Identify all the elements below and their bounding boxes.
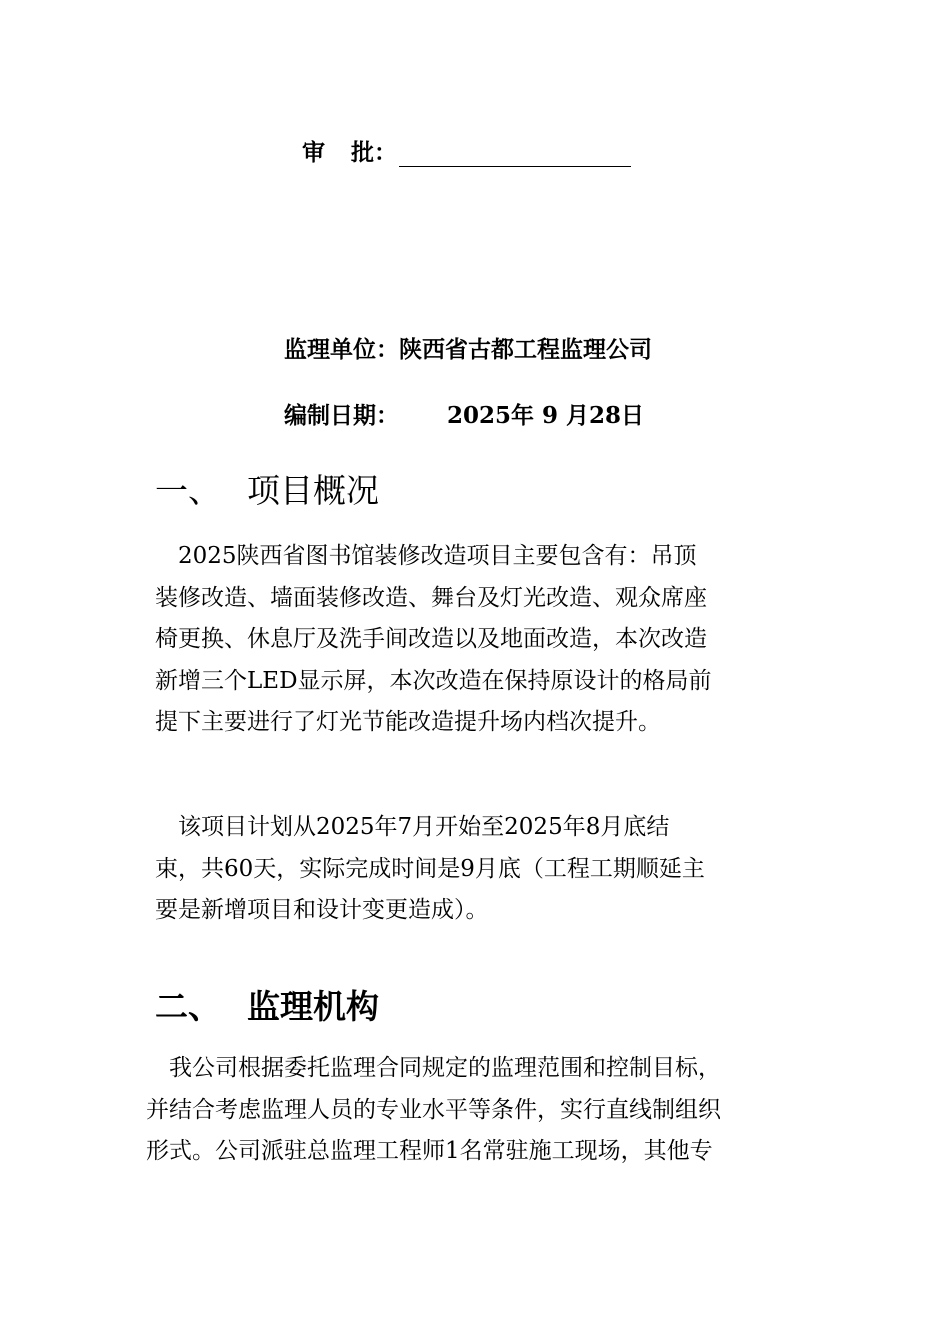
approval-label-a: 审 (302, 139, 325, 166)
compile-date-value: 2025年 9 月28日 (447, 402, 645, 429)
overview-paragraph-1 (155, 536, 712, 744)
approval-label-b: 批： (351, 139, 397, 166)
section-number: 一、 (155, 471, 221, 510)
paragraph-line: 我公司根据委托监理合同规定的监理范围和控制目标， (146, 1055, 721, 1081)
section-heading-supervision (155, 981, 379, 1028)
paragraph-line: 要是新增项目和设计变更造成）。 (155, 897, 489, 924)
paragraph-line: 2025陕西省图书馆装修改造项目主要包含有：吊顶 (155, 543, 697, 569)
compile-date (284, 397, 644, 430)
section-heading-overview (155, 465, 379, 512)
paragraph-line: 椅更换、休息厅及洗手间改造以及地面改造，本次改造 (155, 626, 707, 653)
approval-line (302, 134, 631, 167)
paragraph-line: 形式。公司派驻总监理工程师1名常驻施工现场，其他专 (146, 1138, 713, 1165)
section-number: 二、 (155, 987, 221, 1026)
section-title: 项目概况 (247, 471, 379, 510)
overview-paragraph-2 (155, 807, 705, 932)
compile-date-label: 编制日期： (284, 402, 399, 429)
paragraph-line: 提下主要进行了灯光节能改造提升场内档次提升。 (155, 709, 661, 736)
paragraph-line: 并结合考虑监理人员的专业水平等条件，实行直线制组织 (146, 1096, 721, 1123)
approval-signature-blank[interactable] (399, 142, 631, 167)
paragraph-line: 装修改造、墙面装修改造、舞台及灯光改造、观众席座 (155, 584, 707, 611)
paragraph-line: 新增三个LED显示屏，本次改造在保持原设计的格局前 (155, 667, 712, 694)
section-title: 监理机构 (247, 987, 379, 1026)
paragraph-line: 束，共60天，实际完成时间是9月底（工程工期顺延主 (155, 855, 705, 882)
paragraph-line: 该项目计划从2025年7月开始至2025年8月底结 (155, 814, 670, 840)
supervisor-unit: 监理单位：陕西省古都工程监理公司 (284, 336, 652, 363)
supervision-paragraph-1 (146, 1048, 721, 1173)
